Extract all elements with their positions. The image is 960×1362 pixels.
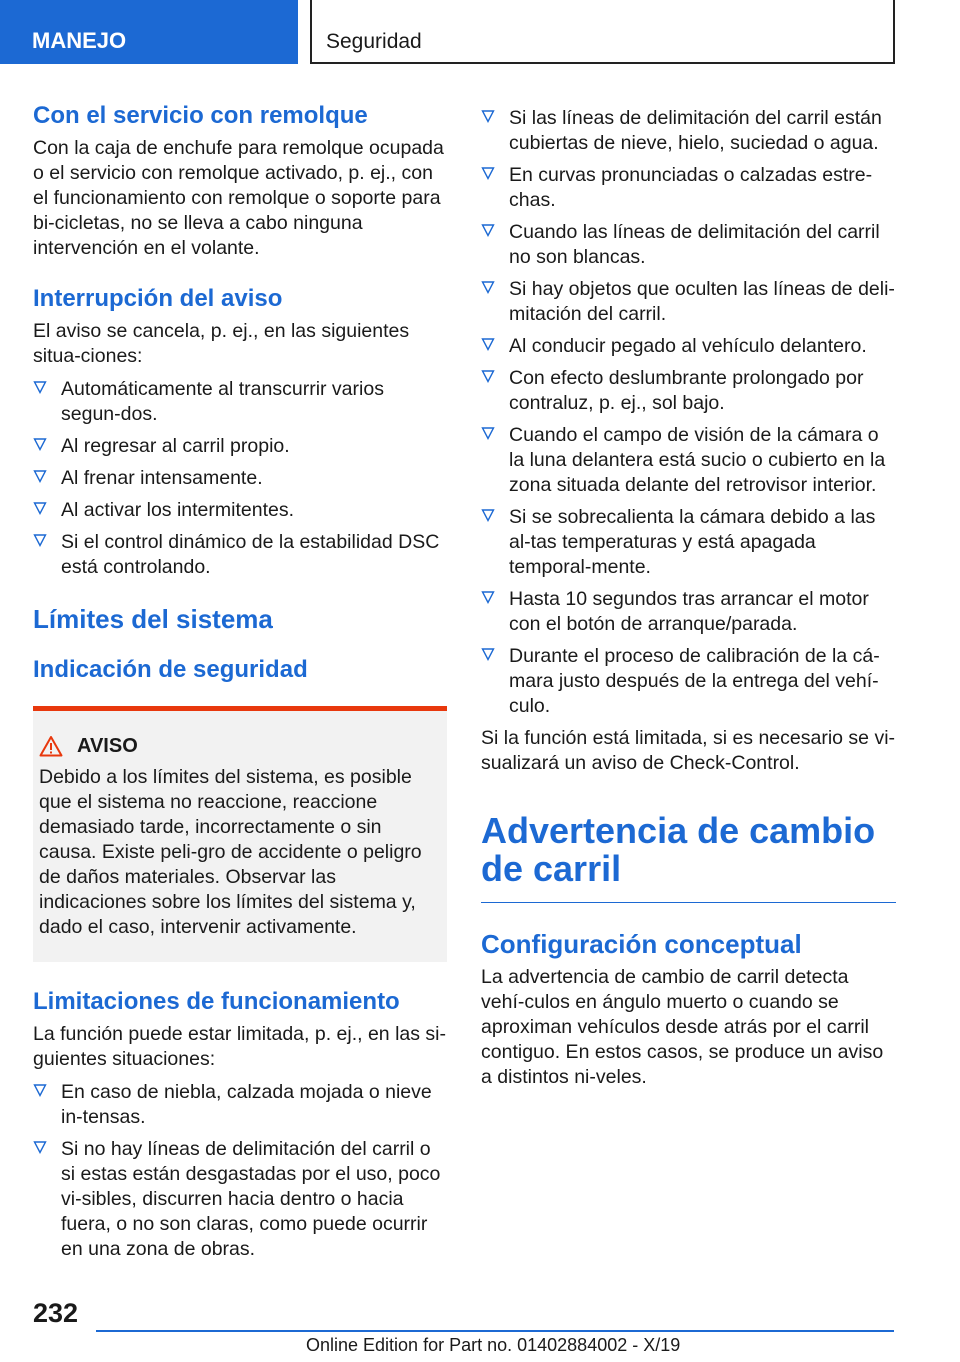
list-item: Si se sobrecalienta la cámara debido a las al-tas temperaturas y está apagada temporal-mente. — [481, 505, 896, 580]
list-item: Al frenar intensamente. — [33, 466, 447, 491]
list-item: Si las líneas de delimitación del carril están cubiertas de nieve, hielo, suciedad o agua. — [481, 106, 896, 156]
warning-triangle-icon — [39, 735, 63, 757]
list-item: Al regresar al carril propio. — [33, 434, 447, 459]
triangle-bullet-icon — [481, 223, 495, 237]
triangle-bullet-icon — [33, 380, 47, 394]
heading-advertencia: Advertencia de cambio de carril — [481, 812, 896, 903]
triangle-bullet-icon — [481, 166, 495, 180]
triangle-bullet-icon — [33, 1140, 47, 1154]
footer-divider — [96, 1330, 894, 1332]
triangle-bullet-icon — [481, 426, 495, 440]
right-column — [481, 100, 896, 1090]
list-item: Automáticamente al transcurrir varios segun-dos. — [33, 377, 447, 427]
warning-box — [33, 706, 447, 962]
paragraph-interrupcion: El aviso se cancela, p. ej., en las siguientes situa-ciones: — [33, 320, 410, 367]
heading-limites: Límites del sistema — [33, 604, 273, 634]
heading-remolque: Con el servicio con remolque — [33, 102, 368, 129]
paragraph-remolque: Con la caja de enchufe para remolque ocupada o el servicio con remolque activado, p. ej., con el funcionamiento con remolque o soporte para bi-cicletas, no se lleva a cabo ninguna intervención en el volante. — [33, 137, 444, 259]
section-title: MANEJO — [32, 28, 127, 53]
triangle-bullet-icon — [481, 369, 495, 383]
warning-title: AVISO — [39, 733, 439, 759]
paragraph-limitaciones: La función puede estar limitada, p. ej., en las si-guientes situaciones: — [33, 1023, 446, 1070]
warning-text: Debido a los límites del sistema, es posible que el sistema no reaccione, reaccione demasiado tarde, incorrectamente o sin causa. Existe peli-gro de accidente o peligro de daños materiales. Observar las indicaciones sobre los límites del sistema y, dado el caso, intervenir activamente. — [39, 766, 422, 938]
page-number: 232 — [33, 1298, 79, 1328]
list-item: Hasta 10 segundos tras arrancar el motor con el botón de arranque/parada. — [481, 587, 896, 637]
heading-configuracion: Configuración conceptual — [481, 929, 802, 959]
triangle-bullet-icon — [33, 437, 47, 451]
left-column — [33, 100, 447, 1269]
edition-note: Online Edition for Part no. 01402884002 - X/19 — [306, 1335, 681, 1355]
triangle-bullet-icon — [33, 533, 47, 547]
triangle-bullet-icon — [481, 647, 495, 661]
list-item: En curvas pronunciadas o calzadas estre-chas. — [481, 163, 896, 213]
list-item: Si no hay líneas de delimitación del carril o si estas están desgastadas por el uso, poco vi-sibles, discurren hacia dentro o hacia fuera, o no son claras, como puede ocurrir en una zona de obras. — [33, 1137, 447, 1262]
paragraph-configuracion: La advertencia de cambio de carril detecta vehí-culos en ángulo muerto o cuando se aproximan vehículos desde atrás por el carril contiguo. En estos casos, se produce un aviso a distintos ni-veles. — [481, 966, 884, 1088]
triangle-bullet-icon — [33, 469, 47, 483]
triangle-bullet-icon — [481, 590, 495, 604]
list-item: Al activar los intermitentes. — [33, 498, 447, 523]
chapter-title: Seguridad — [326, 30, 422, 53]
triangle-bullet-icon — [33, 501, 47, 515]
triangle-bullet-icon — [33, 1083, 47, 1097]
list-item: Cuando las líneas de delimitación del carril no son blancas. — [481, 220, 896, 270]
triangle-bullet-icon — [481, 280, 495, 294]
list-item: Si el control dinámico de la estabilidad DSC está controlando. — [33, 530, 447, 580]
list-limitaciones-cont — [481, 106, 896, 719]
heading-indicacion: Indicación de seguridad — [33, 656, 308, 683]
list-item: Cuando el campo de visión de la cámara o la luna delantera está sucio o cubierto en la zona situada delante del retrovisor interior. — [481, 423, 896, 498]
list-item: Si hay objetos que oculten las líneas de deli-mitación del carril. — [481, 277, 896, 327]
list-interrupcion — [33, 377, 447, 580]
heading-limitaciones: Limitaciones de funcionamiento — [33, 988, 400, 1015]
list-item: En caso de niebla, calzada mojada o nieve in-tensas. — [33, 1080, 447, 1130]
section-tab — [0, 0, 298, 64]
paragraph-limitada: Si la función está limitada, si es necesario se vi-sualizará un aviso de Check-Control. — [481, 727, 896, 774]
list-item: Al conducir pegado al vehículo delantero. — [481, 334, 896, 359]
triangle-bullet-icon — [481, 337, 495, 351]
triangle-bullet-icon — [481, 109, 495, 123]
list-limitaciones — [33, 1080, 447, 1262]
chapter-header — [310, 0, 895, 64]
triangle-bullet-icon — [481, 508, 495, 522]
list-item: Con efecto deslumbrante prolongado por contraluz, p. ej., sol bajo. — [481, 366, 896, 416]
heading-interrupcion: Interrupción del aviso — [33, 285, 283, 312]
list-item: Durante el proceso de calibración de la cá-mara justo después de la entrega del vehí-culo. — [481, 644, 896, 719]
